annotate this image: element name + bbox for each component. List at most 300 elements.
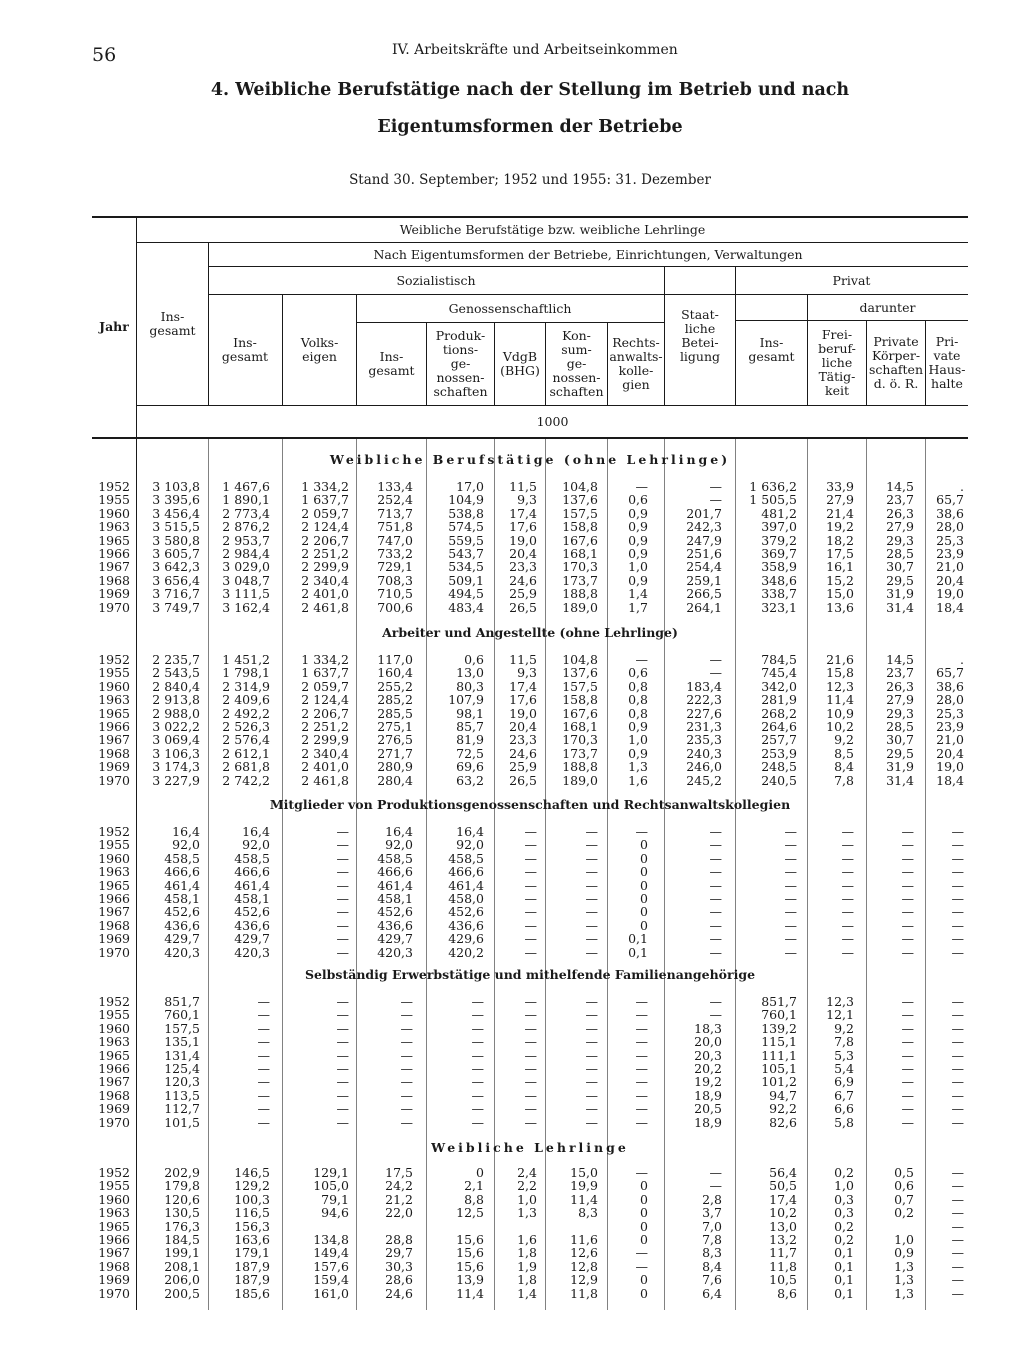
cell-soz-insgesamt: — [257, 1034, 270, 1050]
cell-insgesamt: 851,7 [164, 994, 200, 1009]
cell-gen-insgesamt: 16,4 [385, 824, 413, 839]
cell-priv-insgesamt: 348,6 [761, 572, 797, 588]
cell-priv-insgesamt: 257,7 [761, 732, 797, 748]
cell-volkseigen: 2 299,9 [301, 559, 349, 575]
cell-freiberuflich: 5,3 [834, 1047, 854, 1063]
cell-priv-insgesamt: 11,7 [769, 1245, 797, 1261]
page-number: 56 [92, 44, 117, 66]
cell-freiberuflich: 16,1 [826, 559, 854, 575]
cell-gen-insgesamt: 285,2 [377, 692, 413, 708]
cell-priv-insgesamt: 17,4 [769, 1191, 797, 1207]
cell-rechtsanwalt: 0 [640, 1178, 648, 1194]
cell-produktion: 534,5 [448, 559, 484, 575]
cell-staatlich: 231,3 [686, 719, 722, 734]
cell-konsum: — [585, 1087, 598, 1103]
cell-rechtsanwalt: — [635, 1101, 648, 1117]
cell-priv-insgesamt: 760,1 [761, 1007, 797, 1023]
row-year: 1952 [98, 994, 130, 1009]
header-bottom-rule [92, 437, 968, 439]
cell-konsum: 170,3 [562, 559, 598, 575]
cell-koerperschaften: 26,3 [886, 505, 914, 521]
row-year: 1965 [98, 1218, 130, 1234]
cell-volkseigen: 2 401,0 [301, 586, 349, 602]
cell-konsum: 12,9 [570, 1272, 598, 1288]
cell-produktion: 0 [476, 1165, 484, 1180]
cell-haushalte: — [951, 877, 964, 893]
cell-rechtsanwalt: 1,0 [628, 559, 648, 575]
row-year: 1967 [98, 1245, 130, 1261]
cell-haushalte: — [951, 1205, 964, 1221]
cell-vdgb: 1,0 [517, 1191, 537, 1207]
row-year: 1960 [98, 505, 130, 521]
cell-volkseigen: 1 637,7 [301, 665, 349, 681]
cell-insgesamt: 3 174,3 [152, 759, 200, 775]
cell-volkseigen: 2 251,2 [301, 546, 349, 561]
cell-gen-insgesamt: 21,2 [385, 1191, 413, 1207]
cell-staatlich: 235,3 [686, 732, 722, 748]
cell-priv-insgesamt: 92,2 [769, 1101, 797, 1117]
cell-volkseigen: 2 340,4 [301, 745, 349, 761]
cell-staatlich: — [709, 904, 722, 920]
cell-vdgb: — [524, 994, 537, 1009]
cell-volkseigen: 2 206,7 [301, 532, 349, 548]
cell-volkseigen: 94,6 [321, 1205, 349, 1221]
cell-soz-insgesamt: 92,0 [242, 837, 270, 853]
cell-staatlich: 7,0 [702, 1218, 722, 1234]
cell-staatlich: 18,3 [694, 1020, 722, 1036]
header-produktion: Produk- tions- ge- nossen- schaften [433, 328, 488, 399]
cell-priv-insgesamt: 397,0 [761, 519, 797, 535]
cell-volkseigen: 2 124,4 [301, 519, 349, 535]
cell-priv-insgesamt: 101,2 [761, 1074, 797, 1090]
cell-insgesamt: 135,1 [164, 1034, 200, 1050]
cell-volkseigen: 134,8 [313, 1232, 349, 1247]
cell-staatlich: — [709, 931, 722, 947]
cell-staatlich: — [709, 850, 722, 866]
cell-gen-insgesamt: 466,6 [377, 864, 413, 880]
cell-volkseigen: — [336, 850, 349, 866]
cell-freiberuflich: 0,1 [834, 1272, 854, 1288]
cell-priv-insgesamt: — [784, 891, 797, 906]
cell-volkseigen: 2 251,2 [301, 719, 349, 734]
cell-koerperschaften: — [901, 891, 914, 906]
cell-vdgb: 11,5 [509, 652, 537, 667]
cell-rechtsanwalt: — [635, 1165, 648, 1180]
cell-produktion: — [471, 1061, 484, 1076]
cell-konsum: — [585, 1020, 598, 1036]
cell-staatlich: — [709, 1178, 722, 1194]
body-vrule [545, 438, 546, 1310]
cell-priv-insgesamt: 13,0 [769, 1218, 797, 1234]
cell-priv-insgesamt: 342,0 [761, 678, 797, 694]
cell-produktion: 420,2 [448, 944, 484, 960]
cell-staatlich: — [709, 891, 722, 906]
cell-gen-insgesamt: 710,5 [377, 586, 413, 602]
cell-staatlich: 222,3 [686, 692, 722, 708]
body-vrule [282, 438, 283, 1310]
cell-konsum: 11,4 [570, 1191, 598, 1207]
cell-produktion: — [471, 1034, 484, 1050]
cell-rechtsanwalt: — [635, 479, 648, 494]
row-year: 1965 [98, 705, 130, 721]
cell-freiberuflich: 10,2 [826, 719, 854, 734]
cell-gen-insgesamt: 29,7 [385, 1245, 413, 1261]
cell-gen-insgesamt: 28,6 [385, 1272, 413, 1288]
cell-konsum: 12,8 [570, 1258, 598, 1274]
cell-gen-insgesamt: 280,9 [377, 759, 413, 775]
cell-freiberuflich: 27,9 [826, 492, 854, 508]
cell-haushalte: — [951, 1007, 964, 1023]
cell-produktion: 15,6 [456, 1258, 484, 1274]
cell-haushalte: — [951, 1258, 964, 1274]
cell-freiberuflich: 17,5 [826, 546, 854, 561]
cell-soz-insgesamt: 429,7 [234, 931, 270, 947]
cell-koerperschaften: 23,7 [886, 665, 914, 681]
cell-konsum: — [585, 1034, 598, 1050]
cell-konsum: 168,1 [562, 546, 598, 561]
cell-vdgb: — [524, 944, 537, 960]
cell-freiberuflich: 0,1 [834, 1258, 854, 1274]
body-vrule [925, 438, 926, 1310]
cell-koerperschaften: 14,5 [886, 652, 914, 667]
cell-insgesamt: 2 543,5 [152, 665, 200, 681]
cell-insgesamt: 199,1 [164, 1245, 200, 1261]
cell-soz-insgesamt: — [257, 1114, 270, 1130]
cell-volkseigen: — [336, 944, 349, 960]
cell-staatlich: 7,8 [702, 1232, 722, 1247]
cell-rechtsanwalt: 0,8 [628, 678, 648, 694]
cell-insgesamt: 113,5 [164, 1087, 200, 1103]
cell-haushalte: — [951, 1178, 964, 1194]
header-freiberuflich: Frei- beruf- liche Tätig- keit [818, 327, 856, 398]
cell-staatlich: 6,4 [702, 1285, 722, 1301]
cell-priv-insgesamt: 851,7 [761, 994, 797, 1009]
cell-freiberuflich: 1,0 [834, 1178, 854, 1194]
cell-insgesamt: 3 749,7 [152, 599, 200, 615]
cell-konsum: 104,8 [562, 652, 598, 667]
row-year: 1969 [98, 931, 130, 947]
cell-rechtsanwalt: 0 [640, 1205, 648, 1221]
header-priv-insgesamt: Ins- gesamt [748, 335, 795, 364]
cell-konsum: 11,6 [570, 1232, 598, 1247]
cell-gen-insgesamt: 22,0 [385, 1205, 413, 1221]
cell-freiberuflich: 12,1 [826, 1007, 854, 1023]
cell-freiberuflich: 15,8 [826, 665, 854, 681]
cell-haushalte: 28,0 [936, 692, 964, 708]
cell-insgesamt: 452,6 [164, 904, 200, 920]
cell-freiberuflich: 8,4 [834, 759, 854, 775]
cell-freiberuflich: 7,8 [834, 772, 854, 788]
header-sozialistisch: Sozialistisch [396, 272, 476, 288]
cell-vdgb: 26,5 [509, 772, 537, 788]
cell-staatlich: 20,3 [694, 1047, 722, 1063]
row-year: 1969 [98, 759, 130, 775]
row-year: 1967 [98, 1074, 130, 1090]
running-head: IV. Arbeitskräfte und Arbeitseinkommen [392, 42, 678, 58]
cell-gen-insgesamt: — [400, 1020, 413, 1036]
cell-konsum: — [585, 1047, 598, 1063]
cell-volkseigen: — [336, 1087, 349, 1103]
cell-staatlich: 201,7 [686, 505, 722, 521]
cell-gen-insgesamt: 751,8 [377, 519, 413, 535]
cell-insgesamt: 3 580,8 [152, 532, 200, 548]
cell-koerperschaften: 31,4 [886, 599, 914, 615]
cell-gen-insgesamt: 436,6 [377, 917, 413, 933]
cell-produktion: 12,5 [456, 1205, 484, 1221]
cell-priv-insgesamt: 784,5 [761, 652, 797, 667]
cell-volkseigen: 1 637,7 [301, 492, 349, 508]
cell-produktion: 574,5 [448, 519, 484, 535]
cell-konsum: 189,0 [562, 772, 598, 788]
cell-rechtsanwalt: — [635, 824, 648, 839]
cell-haushalte: — [951, 1245, 964, 1261]
cell-insgesamt: 3 022,2 [152, 719, 200, 734]
row-year: 1960 [98, 1020, 130, 1036]
cell-soz-insgesamt: 100,3 [234, 1191, 270, 1207]
cell-volkseigen: — [336, 864, 349, 880]
cell-haushalte: — [951, 904, 964, 920]
cell-rechtsanwalt: 0 [640, 1218, 648, 1234]
cell-vdgb: 17,6 [509, 519, 537, 535]
header-koerperschaften: Private Körper- schaften d. ö. R. [868, 334, 924, 391]
cell-koerperschaften: 26,3 [886, 678, 914, 694]
cell-produktion: 72,5 [456, 745, 484, 761]
cell-produktion: 452,6 [448, 904, 484, 920]
cell-soz-insgesamt: 2 773,4 [222, 505, 270, 521]
cell-soz-insgesamt: 156,3 [234, 1218, 270, 1234]
cell-gen-insgesamt: 420,3 [377, 944, 413, 960]
row-year: 1967 [98, 904, 130, 920]
cell-vdgb: — [524, 1087, 537, 1103]
cell-insgesamt: 3 227,9 [152, 772, 200, 788]
cell-vdgb: 19,0 [509, 532, 537, 548]
cell-haushalte: — [951, 1101, 964, 1117]
cell-produktion: 436,6 [448, 917, 484, 933]
cell-vdgb: — [524, 850, 537, 866]
cell-vdgb: 1,8 [517, 1245, 537, 1261]
cell-produktion: 538,8 [448, 505, 484, 521]
cell-rechtsanwalt: 0,1 [628, 931, 648, 947]
cell-freiberuflich: — [841, 824, 854, 839]
header-staatlich: Staat- liche Betei- ligung [679, 307, 721, 364]
cell-produktion: 80,3 [456, 678, 484, 694]
cell-koerperschaften: 23,7 [886, 492, 914, 508]
cell-vdgb: — [524, 917, 537, 933]
cell-staatlich: 7,6 [702, 1272, 722, 1288]
cell-vdgb: 2,4 [517, 1165, 537, 1180]
cell-insgesamt: 131,4 [164, 1047, 200, 1063]
cell-freiberuflich: 5,8 [834, 1114, 854, 1130]
cell-konsum: 188,8 [562, 759, 598, 775]
cell-freiberuflich: 0,2 [834, 1218, 854, 1234]
cell-vdgb: — [524, 904, 537, 920]
cell-produktion: 543,7 [448, 546, 484, 561]
cell-freiberuflich: 10,9 [826, 705, 854, 721]
cell-volkseigen: — [336, 1074, 349, 1090]
cell-vdgb: 9,3 [517, 665, 537, 681]
cell-produktion: 429,6 [448, 931, 484, 947]
cell-vdgb: — [524, 891, 537, 906]
cell-vdgb: 20,4 [509, 719, 537, 734]
cell-koerperschaften: 30,7 [886, 732, 914, 748]
cell-koerperschaften: — [901, 944, 914, 960]
cell-vdgb: 17,4 [509, 678, 537, 694]
cell-insgesamt: 420,3 [164, 944, 200, 960]
cell-vdgb: — [524, 1074, 537, 1090]
cell-gen-insgesamt: 255,2 [377, 678, 413, 694]
cell-rechtsanwalt: 0,9 [628, 572, 648, 588]
cell-koerperschaften: 28,5 [886, 546, 914, 561]
cell-konsum: — [585, 864, 598, 880]
cell-staatlich: 246,0 [686, 759, 722, 775]
cell-vdgb: 1,3 [517, 1205, 537, 1221]
cell-konsum: 104,8 [562, 479, 598, 494]
cell-konsum: — [585, 877, 598, 893]
row-year: 1955 [98, 1178, 130, 1194]
cell-koerperschaften: — [901, 931, 914, 947]
cell-priv-insgesamt: 745,4 [761, 665, 797, 681]
cell-freiberuflich: — [841, 891, 854, 906]
cell-insgesamt: 3 395,6 [152, 492, 200, 508]
cell-koerperschaften: — [901, 864, 914, 880]
cell-priv-insgesamt: 379,2 [761, 532, 797, 548]
cell-staatlich: 8,3 [702, 1245, 722, 1261]
cell-haushalte: 21,0 [936, 559, 964, 575]
cell-produktion: 483,4 [448, 599, 484, 615]
cell-gen-insgesamt: 160,4 [377, 665, 413, 681]
cell-volkseigen: 2 206,7 [301, 705, 349, 721]
cell-soz-insgesamt: — [257, 994, 270, 1009]
cell-vdgb: — [524, 877, 537, 893]
cell-rechtsanwalt: 0 [640, 1232, 648, 1247]
cell-koerperschaften: 29,3 [886, 532, 914, 548]
cell-volkseigen: 105,0 [313, 1178, 349, 1194]
cell-gen-insgesamt: 285,5 [377, 705, 413, 721]
cell-gen-insgesamt: 461,4 [377, 877, 413, 893]
cell-koerperschaften: 31,4 [886, 772, 914, 788]
cell-soz-insgesamt: 1 451,2 [222, 652, 270, 667]
cell-gen-insgesamt: — [400, 1034, 413, 1050]
cell-soz-insgesamt: 2 984,4 [222, 546, 270, 561]
cell-koerperschaften: 29,3 [886, 705, 914, 721]
cell-vdgb: — [524, 1114, 537, 1130]
cell-rechtsanwalt: 0 [640, 877, 648, 893]
cell-konsum: 137,6 [562, 492, 598, 508]
cell-volkseigen: 2 461,8 [301, 772, 349, 788]
cell-haushalte: 19,0 [936, 586, 964, 602]
cell-soz-insgesamt: 179,1 [234, 1245, 270, 1261]
cell-priv-insgesamt: — [784, 864, 797, 880]
cell-insgesamt: 3 642,3 [152, 559, 200, 575]
cell-konsum: 158,8 [562, 519, 598, 535]
cell-haushalte: 20,4 [936, 745, 964, 761]
section-title: Arbeiter und Angestellte (ohne Lehrlinge) [382, 625, 678, 640]
cell-insgesamt: 130,5 [164, 1205, 200, 1221]
cell-priv-insgesamt: 139,2 [761, 1020, 797, 1036]
cell-haushalte: 20,4 [936, 572, 964, 588]
row-year: 1968 [98, 917, 130, 933]
cell-rechtsanwalt: 0,9 [628, 719, 648, 734]
row-year: 1966 [98, 546, 130, 561]
row-year: 1963 [98, 519, 130, 535]
row-year: 1967 [98, 559, 130, 575]
cell-vdgb: — [524, 864, 537, 880]
row-year: 1970 [98, 944, 130, 960]
cell-staatlich: — [709, 994, 722, 1009]
cell-insgesamt: 202,9 [164, 1165, 200, 1180]
cell-soz-insgesamt: — [257, 1087, 270, 1103]
row-year: 1952 [98, 652, 130, 667]
cell-soz-insgesamt: 458,1 [234, 891, 270, 906]
cell-gen-insgesamt: — [400, 1074, 413, 1090]
cell-gen-insgesamt: 24,6 [385, 1285, 413, 1301]
row-year: 1968 [98, 745, 130, 761]
cell-freiberuflich: 0,2 [834, 1232, 854, 1247]
cell-rechtsanwalt: 0 [640, 917, 648, 933]
cell-staatlich: 20,5 [694, 1101, 722, 1117]
cell-koerperschaften: 31,9 [886, 759, 914, 775]
header-eigentum-group: Nach Eigentumsformen der Betriebe, Einrichtungen, Verwaltungen [373, 246, 803, 262]
body-vrule [494, 438, 495, 1310]
cell-koerperschaften: — [901, 994, 914, 1009]
header-privat: Privat [832, 272, 871, 288]
cell-rechtsanwalt: 0,9 [628, 745, 648, 761]
cell-soz-insgesamt: 2 576,4 [222, 732, 270, 748]
cell-koerperschaften: — [901, 1061, 914, 1076]
cell-rechtsanwalt: 1,4 [628, 586, 648, 602]
cell-insgesamt: 101,5 [164, 1114, 200, 1130]
cell-insgesamt: 112,7 [164, 1101, 200, 1117]
cell-freiberuflich: — [841, 931, 854, 947]
table-title-line-2: Eigentumsformen der Betriebe [377, 117, 683, 137]
cell-konsum: — [585, 1007, 598, 1023]
cell-koerperschaften: — [901, 1007, 914, 1023]
cell-produktion: 0,6 [464, 652, 484, 667]
cell-vdgb: 25,9 [509, 586, 537, 602]
cell-vdgb: — [524, 1101, 537, 1117]
cell-rechtsanwalt: 0,9 [628, 519, 648, 535]
cell-freiberuflich: — [841, 837, 854, 853]
cell-vdgb: 1,8 [517, 1272, 537, 1288]
cell-produktion: 98,1 [456, 705, 484, 721]
cell-produktion: — [471, 1007, 484, 1023]
cell-soz-insgesamt: 163,6 [234, 1232, 270, 1247]
cell-haushalte: — [951, 837, 964, 853]
cell-priv-insgesamt: — [784, 837, 797, 853]
cell-haushalte: 65,7 [936, 665, 964, 681]
cell-koerperschaften: — [901, 904, 914, 920]
cell-staatlich: 227,6 [686, 705, 722, 721]
cell-priv-insgesamt: — [784, 931, 797, 947]
cell-volkseigen: — [336, 1007, 349, 1023]
cell-koerperschaften: 0,9 [894, 1245, 914, 1261]
body-vrule [735, 438, 736, 1310]
cell-priv-insgesamt: 56,4 [769, 1165, 797, 1180]
cell-produktion: 81,9 [456, 732, 484, 748]
cell-priv-insgesamt: 111,1 [761, 1047, 797, 1063]
body-vrule [866, 438, 867, 1310]
header-soz-insgesamt: Ins- gesamt [221, 335, 269, 364]
cell-produktion: 15,6 [456, 1232, 484, 1247]
cell-volkseigen: 2 461,8 [301, 599, 349, 615]
cell-gen-insgesamt: 92,0 [385, 837, 413, 853]
cell-produktion: — [471, 1020, 484, 1036]
cell-soz-insgesamt: 2 953,7 [222, 532, 270, 548]
cell-priv-insgesamt: 481,2 [761, 505, 797, 521]
cell-produktion: 13,9 [456, 1272, 484, 1288]
cell-haushalte: 38,6 [936, 505, 964, 521]
cell-insgesamt: 120,3 [164, 1074, 200, 1090]
